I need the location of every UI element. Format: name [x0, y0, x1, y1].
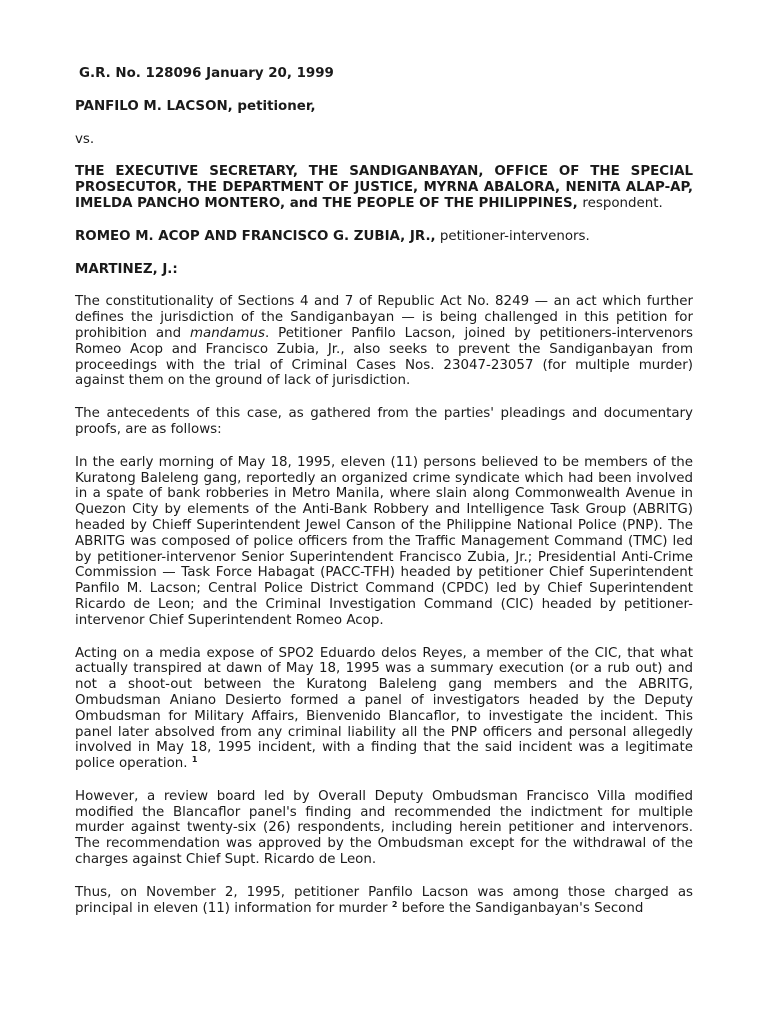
respondents-role: respondent.	[582, 195, 663, 211]
document-page	[75, 66, 693, 933]
paragraph-4	[75, 646, 693, 772]
respondents-names: THE EXECUTIVE SECRETARY, THE SANDIGANBAYAN, OFFICE OF THE SPECIAL PROSECUTOR, THE DEPARTMENT OF JUSTICE, MYRNA ABALORA, NENITA ALAP-AP, IMELDA PANCHO MONTERO, and THE PEOPLE OF THE PHILIPPINES,	[75, 164, 693, 211]
intervenors-role: petitioner-intervenors.	[439, 228, 590, 244]
paragraph-1-text-a: The constitutionality of Sections 4 and 7 of Republic Act No. 8249 — an act which further defines the jurisdiction of the Sandiganbayan — is being challenged in this petition for prohibition and	[75, 294, 693, 341]
mandamus-term: mandamus	[189, 325, 265, 341]
paragraph-4-text: Acting on a media expose of SPO2 Eduardo delos Reyes, a member of the CIC, that what actually transpired at dawn of May 18, 1995 was a summary execution (or a rub out) and not a shoot-out between the Kuratong Baleleng gang members and the ABRITG, Ombudsman Aniano Desierto formed a panel of investigators headed by the Deputy Ombudsman for Military Affairs, Bienvenido Blancaflor, to investigate the incident. This panel later absolved from any criminal liability all the PNP officers and personal allegedly involved in May 18, 1995 incident, with a finding that the said incident was a legitimate police operation.	[75, 645, 693, 772]
paragraph-6	[75, 885, 693, 917]
footnote-ref-2[interactable]: 2	[391, 899, 398, 909]
paragraph-2: The antecedents of this case, as gathered from the parties' pleadings and documentary proofs, are as follows:	[75, 406, 693, 437]
paragraph-1	[75, 294, 693, 389]
petitioner-line: PANFILO M. LACSON, petitioner,	[75, 98, 316, 114]
paragraph-5: However, a review board led by Overall Deputy Ombudsman Francisco Villa modified modified the Blancaflor panel's finding and recommended the indictment for multiple murder against twenty-six (26) respondents, including herein petitioner and intervenors. The recommendation was approved by the Ombudsman except for the withdrawal of the charges against Chief Supt. Ricardo de Leon.	[75, 788, 693, 868]
intervenors-names: ROMEO M. ACOP AND FRANCISCO G. ZUBIA, JR.,	[75, 228, 436, 244]
footnote-ref-1[interactable]: 1	[191, 755, 198, 765]
paragraph-3: In the early morning of May 18, 1995, eleven (11) persons believed to be members of the Kuratong Baleleng gang, reportedly an organized crime syndicate which had been involved in a spate of bank robberies in Metro Manila, where slain along Commonwealth Avenue in Quezon City by elements of the Anti-Bank Robbery and Intelligence Task Group (ABRITG) headed by Chieff Superintendent Jewel Canson of the Philippine National Police (PNP). The ABRITG was composed of police officers from the Traffic Management Command (TMC) led by petitioner-intervenor Senior Superintendent Francisco Zubia, Jr.; Presidential Anti-Crime Commission — Task Force Habagat (PACC-TFH) headed by petitioner Chief Superintendent Panfilo M. Lacson; Central Police District Command (CPDC) led by Chief Superintendent Ricardo de Leon; and the Criminal Investigation Command (CIC) headed by petitioner-intervenor Chief Superintendent Romeo Acop.	[75, 454, 693, 628]
paragraph-6-text-a: Thus, on November 2, 1995, petitioner Panfilo Lacson was among those charged as principal in eleven (11) information for murder	[75, 884, 693, 916]
ponente: MARTINEZ, J.:	[75, 261, 178, 277]
intervenors-caption	[75, 229, 693, 245]
versus: vs.	[75, 131, 95, 147]
paragraph-6-text-b: before the Sandiganbayan's Second	[401, 900, 644, 916]
case-number: G.R. No. 128096 January 20, 1999	[79, 66, 334, 81]
respondents-caption	[75, 164, 693, 211]
paragraph-1-text-b: . Petitioner Panfilo Lacson, joined by petitioners-intervenors Romeo Acop and Francisco Zubia, Jr., also seeks to prevent the Sandiganbayan from proceedings with the trial of Criminal Cases Nos. 23047-23057 (for multiple murder) against them on the ground of lack of jurisdiction.	[75, 325, 693, 389]
